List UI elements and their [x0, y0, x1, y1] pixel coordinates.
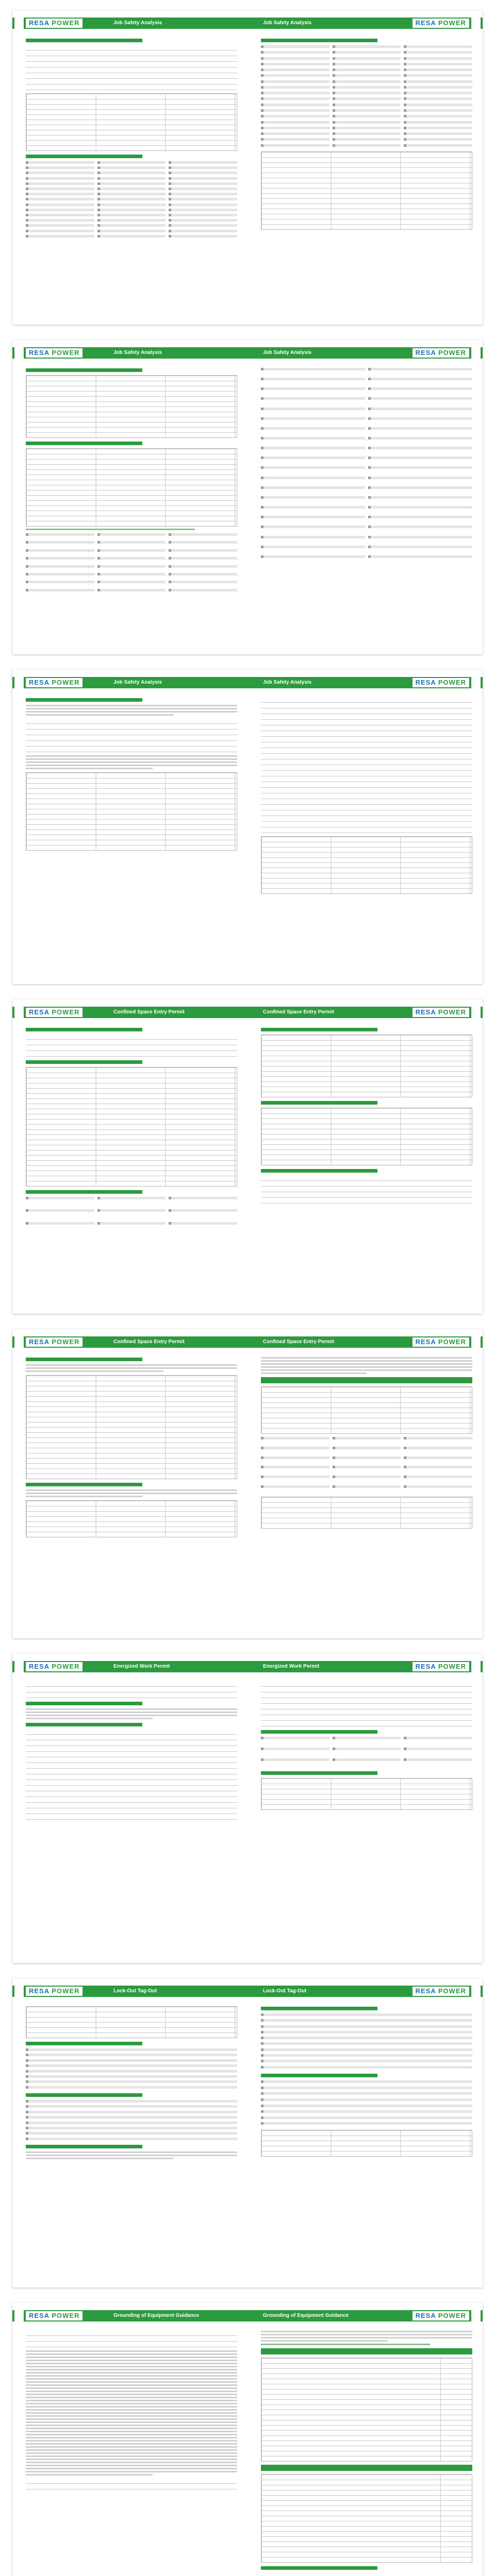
page-title: Confined Space Entry Permit	[263, 1339, 334, 1345]
resa-power-logo: RESA POWER	[412, 1008, 469, 1017]
page-header	[248, 677, 483, 689]
resa-power-logo: RESA POWER	[412, 2311, 469, 2320]
section-heading-bar	[26, 1702, 142, 1705]
signature-table	[26, 772, 237, 851]
page-header	[248, 1007, 483, 1019]
checkbox-grid[interactable]	[26, 161, 237, 239]
page-header	[248, 1986, 483, 1998]
page-title: Confined Space Entry Permit	[113, 1009, 185, 1015]
signature-table[interactable]	[261, 1497, 472, 1529]
resa-power-logo: RESA POWER	[26, 1337, 82, 1347]
table-header-row	[261, 2465, 472, 2471]
highlighted-row	[261, 1377, 472, 1383]
section-heading-bar	[26, 1358, 142, 1361]
form-fields[interactable]	[26, 1034, 237, 1057]
checkbox-grid[interactable]	[261, 2013, 472, 2070]
page-number	[14, 347, 24, 359]
form-fields[interactable]	[261, 697, 472, 833]
page-number	[14, 2310, 24, 2321]
form-spread	[12, 999, 483, 1314]
form-fields[interactable]	[26, 45, 237, 90]
page-number	[14, 677, 24, 688]
rescue-table[interactable]	[26, 1375, 237, 1479]
form-page-right	[248, 2303, 483, 2576]
page-header	[248, 18, 483, 30]
form-body	[26, 694, 237, 977]
checkbox-grid[interactable]	[261, 45, 472, 148]
section-heading-bar	[26, 2145, 142, 2148]
personnel-table[interactable]	[261, 1108, 472, 1165]
resa-power-logo: RESA POWER	[412, 348, 469, 358]
form-spread	[12, 1978, 483, 2287]
grounding-checklist-table[interactable]	[261, 2358, 472, 2462]
section-heading-bar	[26, 1028, 142, 1031]
form-body	[261, 1024, 472, 1307]
resa-power-logo: RESA POWER	[412, 678, 469, 687]
form-body	[26, 1679, 237, 1956]
form-spread	[12, 670, 483, 984]
checkbox-grid[interactable]	[261, 1437, 472, 1494]
guidance-text	[26, 2350, 237, 2476]
page-number	[14, 1336, 24, 1348]
section-heading-bar	[26, 368, 142, 372]
form-spread	[12, 2303, 483, 2576]
page-number	[14, 1661, 24, 1672]
resa-power-logo: RESA POWER	[26, 19, 82, 28]
section-heading-bar	[261, 2566, 377, 2570]
page-header	[12, 1986, 248, 1998]
page-header	[248, 2310, 483, 2323]
page-number	[471, 1986, 481, 1997]
form-page-left	[12, 340, 248, 654]
page-number	[471, 347, 481, 359]
checkbox-grid[interactable]	[261, 368, 472, 564]
page-title: Job Safety Analysis	[263, 350, 312, 355]
resa-power-logo: RESA POWER	[412, 19, 469, 28]
page-title: Job Safety Analysis	[263, 20, 312, 26]
page-title: Grounding of Equipment Guidance	[113, 2313, 200, 2318]
page-number	[471, 1661, 481, 1672]
form-spread	[12, 1329, 483, 1638]
section-heading-bar	[261, 39, 377, 42]
page-title: Energized Work Permit	[113, 1664, 170, 1669]
page-number	[471, 677, 481, 688]
checkbox-grid[interactable]	[26, 1197, 237, 1233]
section-heading-bar	[26, 2093, 142, 2097]
page-title: Job Safety Analysis	[263, 680, 312, 685]
form-page-left	[12, 10, 248, 325]
resa-power-logo: RESA POWER	[26, 1662, 82, 1671]
page-title: Job Safety Analysis	[113, 20, 162, 26]
resa-power-logo: RESA POWER	[26, 1008, 82, 1017]
checkbox-grid[interactable]	[26, 533, 237, 595]
resa-power-logo: RESA POWER	[26, 2311, 82, 2320]
form-page-left	[12, 670, 248, 984]
form-body	[261, 2328, 472, 2576]
section-heading-bar	[26, 1723, 142, 1726]
section-heading-bar	[26, 2042, 142, 2045]
page-number	[14, 18, 24, 29]
section-heading-bar	[261, 1101, 377, 1105]
page-header	[12, 18, 248, 30]
resa-power-logo: RESA POWER	[26, 678, 82, 687]
form-page-left	[12, 999, 248, 1314]
form-fields[interactable]	[261, 1681, 472, 1726]
checkbox-grid[interactable]	[26, 2048, 237, 2090]
form-page-right	[248, 670, 483, 984]
approval-table[interactable]	[261, 1778, 472, 1810]
form-page-left	[12, 1978, 248, 2287]
section-heading-bar	[261, 2074, 377, 2077]
page-header	[12, 677, 248, 689]
page-header	[12, 1007, 248, 1019]
signature-table[interactable]	[26, 1500, 237, 1537]
form-fields[interactable]	[26, 1681, 237, 1698]
hazard-table	[261, 151, 472, 230]
form-body	[261, 1354, 472, 1631]
page-header	[248, 1661, 483, 1673]
section-heading-bar	[261, 2007, 377, 2010]
form-fields[interactable]	[26, 1729, 237, 1820]
resa-power-logo: RESA POWER	[412, 1662, 469, 1671]
section-heading-bar	[26, 698, 142, 702]
form-body	[26, 365, 237, 647]
page-header	[12, 1661, 248, 1673]
section-heading-bar	[26, 39, 142, 42]
page-title: Confined Space Entry Permit	[263, 1009, 334, 1015]
page-header	[12, 1336, 248, 1349]
form-page-left	[12, 1329, 248, 1638]
page-header	[12, 2310, 248, 2323]
page-number	[471, 1007, 481, 1018]
form-body	[26, 1354, 237, 1631]
page-header	[12, 347, 248, 360]
form-body	[26, 35, 237, 317]
section-heading-bar	[26, 155, 142, 158]
form-spread	[12, 340, 483, 654]
instruction-text	[26, 755, 237, 769]
form-fields[interactable]	[26, 718, 237, 752]
instruction-text	[26, 1364, 237, 1372]
form-page-right	[248, 1978, 483, 2287]
resa-power-logo: RESA POWER	[26, 348, 82, 358]
form-body	[26, 2328, 237, 2576]
form-fields[interactable]	[26, 2478, 237, 2489]
guidance-text	[261, 2331, 472, 2342]
hazard-table[interactable]	[261, 1386, 472, 1434]
section-heading-bar	[26, 1190, 142, 1194]
subsection-bar	[26, 529, 195, 530]
page-title: Job Safety Analysis	[113, 350, 162, 355]
page-number	[471, 2310, 481, 2321]
instruction-text	[26, 1489, 237, 1497]
page-title: Grounding of Equipment Guidance	[263, 2313, 349, 2318]
section-heading-bar	[261, 1028, 377, 1031]
page-title: Job Safety Analysis	[113, 680, 162, 685]
gas-test-table[interactable]	[261, 1035, 472, 1097]
section-heading-bar	[26, 1060, 142, 1064]
form-spread	[12, 10, 483, 325]
resa-power-logo: RESA POWER	[412, 1987, 469, 1996]
page-number	[471, 18, 481, 29]
instruction-text	[26, 2151, 237, 2159]
subsection-bar	[261, 2344, 430, 2345]
page-title: Energized Work Permit	[263, 1664, 320, 1669]
equipment-table	[261, 836, 472, 894]
form-body	[261, 365, 472, 647]
form-page-right	[248, 1654, 483, 1963]
checkbox-grid[interactable]	[261, 1737, 472, 1768]
task-description-table	[26, 448, 237, 527]
section-heading-bar	[261, 1169, 377, 1173]
instruction-text	[26, 705, 237, 716]
page-number	[471, 1336, 481, 1348]
page-title: Lock-Out Tag-Out	[113, 1988, 157, 1994]
form-body	[261, 35, 472, 317]
form-fields[interactable]	[261, 1175, 472, 1204]
form-page-left	[12, 2303, 248, 2576]
form-fields[interactable]	[26, 2330, 237, 2347]
form-body	[261, 2003, 472, 2280]
section-heading-bar	[26, 1483, 142, 1486]
info-table[interactable]	[26, 2006, 237, 2038]
resa-power-logo: RESA POWER	[26, 1987, 82, 1996]
page-header	[248, 1336, 483, 1349]
checklist-table[interactable]	[26, 1067, 237, 1187]
form-page-right	[248, 340, 483, 654]
section-heading-bar	[261, 1771, 377, 1775]
section-heading-bar	[26, 442, 142, 445]
instruction-text	[26, 1708, 237, 1719]
page-header	[248, 347, 483, 360]
form-page-right	[248, 10, 483, 325]
form-page-left	[12, 1654, 248, 1963]
form-body	[26, 2003, 237, 2280]
page-title: Lock-Out Tag-Out	[263, 1988, 307, 1994]
form-body	[26, 1024, 237, 1307]
signature-table[interactable]	[261, 2130, 472, 2157]
form-spread	[12, 1654, 483, 1963]
form-body	[261, 1679, 472, 1956]
page-title: Confined Space Entry Permit	[113, 1339, 185, 1345]
form-body	[261, 694, 472, 977]
table-header-row	[261, 2348, 472, 2354]
page-number	[14, 1007, 24, 1018]
page-number	[14, 1986, 24, 1997]
instruction-text	[261, 1357, 472, 1374]
section-heading-bar	[261, 1730, 377, 1734]
checkbox-grid[interactable]	[261, 2080, 472, 2127]
info-table	[26, 93, 237, 151]
form-page-right	[248, 999, 483, 1314]
grounding-checklist-table[interactable]	[261, 2474, 472, 2563]
hazard-table	[26, 375, 237, 438]
checkbox-grid[interactable]	[26, 2100, 237, 2141]
form-page-right	[248, 1329, 483, 1638]
resa-power-logo: RESA POWER	[412, 1337, 469, 1347]
